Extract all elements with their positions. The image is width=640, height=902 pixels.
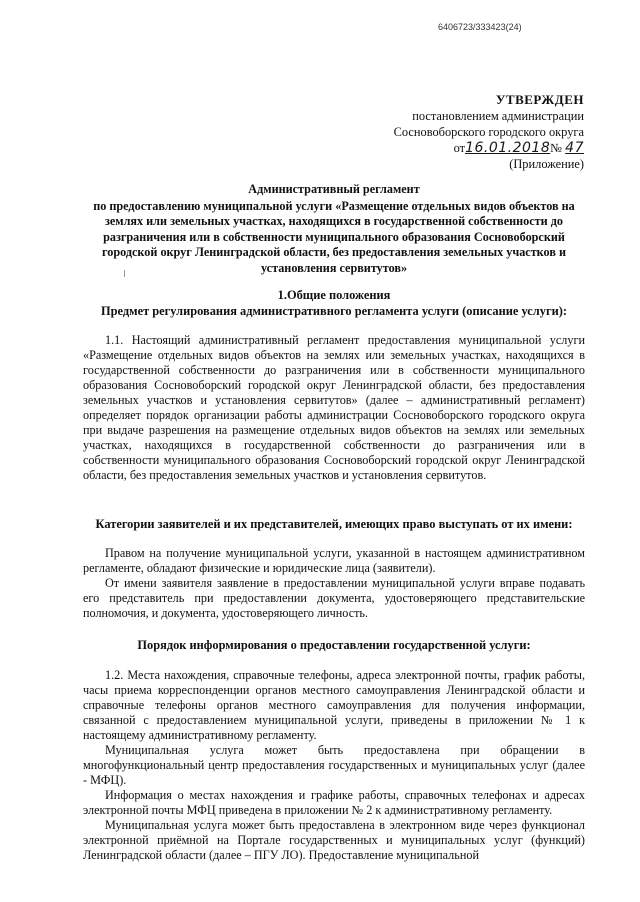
approval-block (394, 92, 584, 172)
mfc-contacts-paragraph: Информация о местах нахождения и графике работы, справочных телефонах и адресах электронной почты МФЦ приведена в приложении № 2 к административному регламенту. (83, 788, 585, 817)
applicants-paragraph-1: Правом на получение муниципальной услуги, указанной в настоящем административном регламенте, обладают физические и юридические лица (заявители). (83, 546, 585, 575)
scan-mark (124, 270, 125, 277)
section-1-body (83, 333, 585, 483)
regulation-title: Административный регламент (248, 182, 420, 196)
approval-date-line (394, 140, 584, 156)
date-prefix: от (453, 141, 466, 155)
paragraph-1-2: 1.2. Места нахождения, справочные телефоны, адреса электронной почты, график работы, часы приема корреспонденции органов местного самоуправления Ленинградской области и справочные телефоны органов местного самоуправления для получения информации, связанной с предоставлением муниципальной услуги, приведены в приложении № 1 к настоящему административному регламенту. (83, 668, 585, 742)
approval-title: УТВЕРЖДЕН (495, 92, 584, 107)
paragraph-1-1: 1.1. Настоящий административный регламент предоставления муниципальной услуги «Размещение отдельных видов объектов на землях или земельных участках, находящихся в государственной собственности до разграничения или в собственности муниципального образования Сосновоборский городской округ Ленинградской области, без предоставления земельных участков и установления сервитутов» (далее – административный регламент) определяет порядок организации работы администрации Сосновоборского городского округа при выдаче разрешения на размещение отдельных видов объектов на землях или земельных участках, находящихся в государственной собственности до разграничения или в собственности муниципального образования Сосновоборский городской округ Ленинградской области, без предоставления земельных участков и установления сервитутов. (83, 333, 585, 482)
approval-line-1: постановлением администрации (412, 109, 584, 123)
applicants-body (83, 546, 585, 621)
handwritten-number: 47 (565, 140, 584, 156)
electronic-service-paragraph: Муниципальная услуга может быть предоставлена в электронном виде через функционал электронной приёмной на Портале государственных и муниципальных услуг (функций) Ленинградской области (далее – ПГУ ЛО). Предоставление муниципальной (83, 818, 585, 862)
regulation-subtitle: по предоставлению муниципальной услуги «Размещение отдельных видов объектов на землях или земельных участках, находящихся в государственной собственности до разграничения или в собственности муниципального образования Сосновоборский городской округ Ленинградской области, без предоставления земельных участков и установления сервитутов» (93, 198, 575, 275)
mfc-paragraph: Муниципальная услуга может быть предоставлена при обращении в многофункциональный центр предоставления государственных и муниципальных услуг (далее - МФЦ). (83, 743, 585, 787)
section-1-subheading: Предмет регулирования административного регламента услуги (описание услуги): (101, 304, 567, 318)
handwritten-date: 16.01.2018 (465, 140, 551, 156)
number-prefix: № (550, 141, 563, 155)
section-1-heading: 1.Общие положения (277, 288, 391, 302)
approval-line-2: Сосновоборского городского округа (393, 125, 584, 139)
applicants-heading: Категории заявителей и их представителей, имеющих право выступать от их имени: (95, 517, 573, 531)
document-number: 6406723/333423(24) (438, 22, 522, 32)
attachment-label: (Приложение) (509, 157, 584, 171)
information-heading: Порядок информирования о предоставлении государственной услуги: (137, 638, 531, 652)
applicants-paragraph-2: От имени заявителя заявление в предоставлении муниципальной услуги вправе подавать его представитель при предоставлении документа, удостоверяющего представительские полномочия, и документа, удостоверяющего личность. (83, 576, 585, 620)
information-body (83, 668, 585, 863)
regulation-heading (78, 182, 590, 276)
